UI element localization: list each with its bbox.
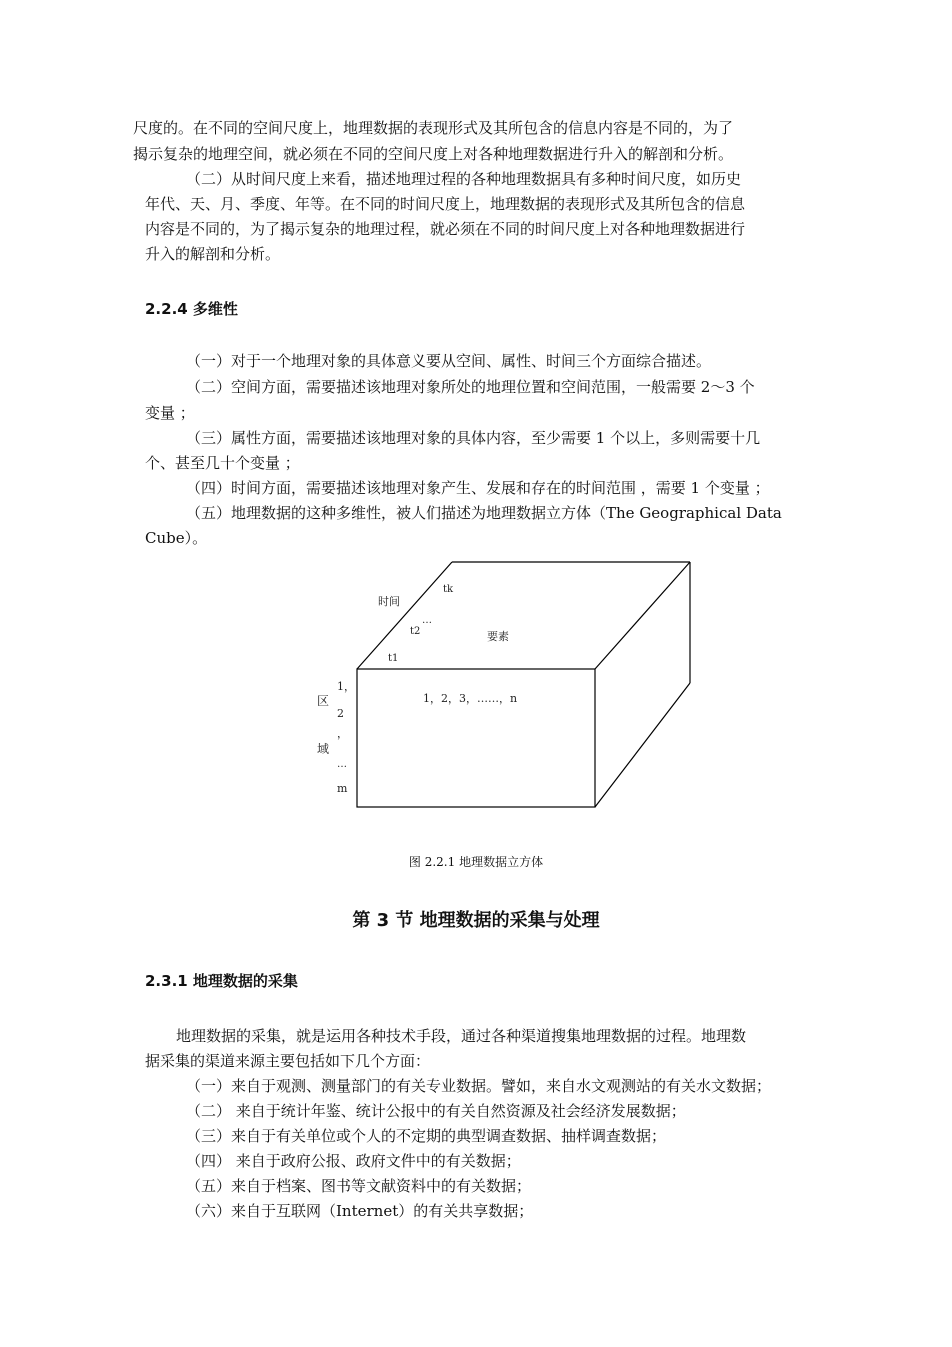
text-line: （二） 来自于统计年鉴、统计公报中的有关自然资源及社会经济发展数据； xyxy=(186,1102,686,1120)
cube-top-left-edge xyxy=(357,562,452,669)
element-sequence-label: 1，2，3，……，n xyxy=(423,692,518,705)
text-line: （二）空间方面，需要描述该地理对象所处的地理位置和空间范围，一般需要 2～3 个 xyxy=(186,378,755,396)
time-t2-label: t2 xyxy=(410,626,421,637)
region-row-dots: … xyxy=(337,759,347,770)
text-line: （五）来自于档案、图书等文献资料中的有关数据； xyxy=(186,1177,532,1195)
text-line: （三）属性方面，需要描述该地理对象的具体内容，至少需要 1 个以上，多则需要十几 xyxy=(186,429,761,447)
region-row-m: m xyxy=(337,782,348,795)
text-line: 内容是不同的，为了揭示复杂的地理过程，就必须在不同的时间尺度上对各种地理数据进行 xyxy=(145,220,746,238)
text-line: （一）对于一个地理对象的具体意义要从空间、属性、时间三个方面综合描述。 xyxy=(186,352,712,370)
region-row-comma: ， xyxy=(337,727,348,740)
text-line: Cube）。 xyxy=(145,529,208,547)
time-dots-label: … xyxy=(422,615,432,626)
text-line: 个、甚至几十个变量 ； xyxy=(145,454,300,472)
region-axis-char-2: 域 xyxy=(317,742,330,756)
text-line: 揭示复杂的地理空间，就必须在不同的空间尺度上对各种地理数据进行升入的解剖和分析。 xyxy=(133,145,734,163)
text-line: （二）从时间尺度上来看，描述地理过程的各种地理数据具有多种时间尺度，如历史 xyxy=(186,170,742,188)
cube-top-right-edge xyxy=(595,562,690,669)
region-row-1: 1， xyxy=(337,680,355,693)
time-tk-label: tk xyxy=(443,584,454,595)
text-line: 变量 ； xyxy=(145,404,195,422)
cube-front-face xyxy=(357,669,595,807)
time-axis-label: 时间 xyxy=(378,595,400,608)
text-line: （一）来自于观测、测量部门的有关专业数据。譬如，来自水文观测站的有关水文数据； xyxy=(186,1077,772,1095)
section-title: 第 3 节 地理数据的采集与处理 xyxy=(352,910,600,931)
data-cube-figure xyxy=(300,555,700,815)
region-row-2: 2 xyxy=(337,707,344,720)
text-line: （四）时间方面，需要描述该地理对象产生、发展和存在的时间范围 ，需要 1 个变量 ； xyxy=(186,479,770,497)
text-line: 地理数据的采集，就是运用各种技术手段，通过各种渠道搜集地理数据的过程。地理数 xyxy=(176,1027,747,1045)
text-line: 尺度的。在不同的空间尺度上，地理数据的表现形式及其所包含的信息内容是不同的，为了 xyxy=(133,119,734,137)
cube-bottom-right-edge xyxy=(595,683,690,807)
region-axis-char-1: 区 xyxy=(317,694,330,708)
text-line: 据采集的渠道来源主要包括如下几个方面： xyxy=(145,1052,431,1070)
text-line: （四） 来自于政府公报、政府文件中的有关数据； xyxy=(186,1152,521,1170)
subsection-heading-2-3-1: 2.3.1 地理数据的采集 xyxy=(145,972,298,990)
text-line: （六）来自于互联网（Internet）的有关共享数据； xyxy=(186,1202,534,1220)
figure-caption: 图 2.2.1 地理数据立方体 xyxy=(408,855,544,869)
text-line: 年代、天、月、季度、年等。在不同的时间尺度上，地理数据的表现形式及其所包含的信息 xyxy=(145,195,746,213)
text-line: 升入的解剖和分析。 xyxy=(145,245,281,263)
element-axis-label: 要素 xyxy=(487,630,509,643)
text-line: （三）来自于有关单位或个人的不定期的典型调查数据、抽样调查数据； xyxy=(186,1127,667,1145)
text-line: （五）地理数据的这种多维性，被人们描述为地理数据立方体（The Geographical Data xyxy=(186,504,782,522)
time-t1-label: t1 xyxy=(388,653,399,664)
subsection-heading-2-2-4: 2.2.4 多维性 xyxy=(145,300,238,318)
